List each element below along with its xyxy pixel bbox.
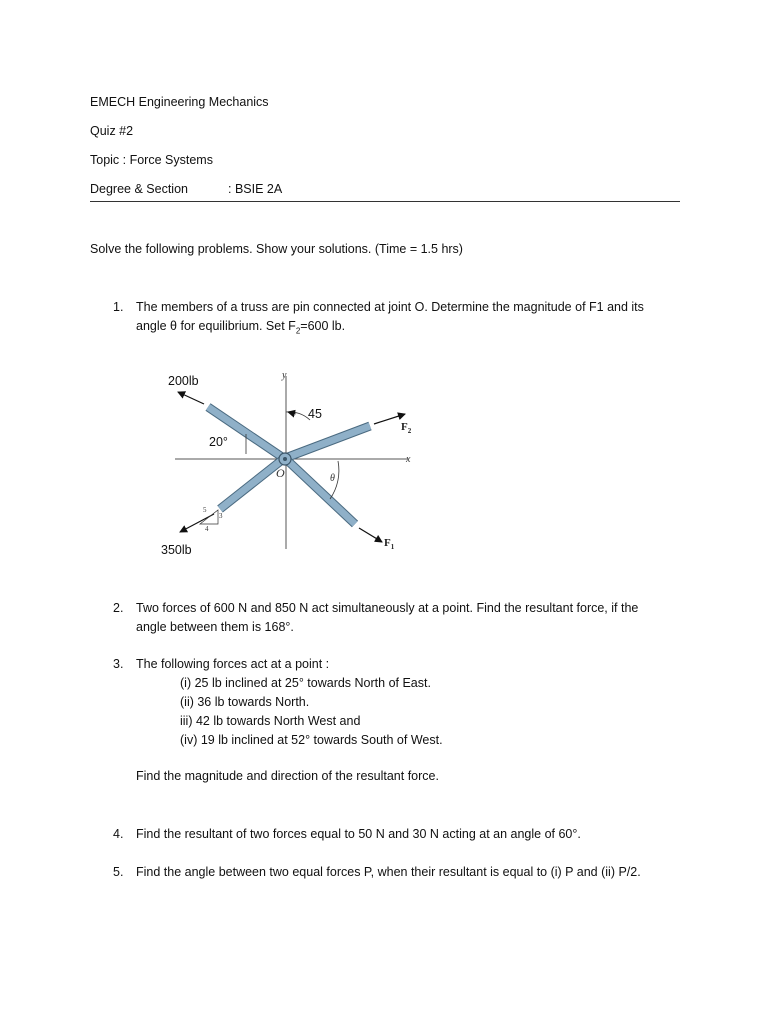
arrow-200lb [178,392,204,404]
label-f2-sub: 2 [407,427,412,435]
label-tri-5: 5 [203,506,207,514]
label-45: 45 [308,407,322,421]
label-tri-3: 3 [219,512,223,520]
member-200lb [208,407,282,457]
label-200lb: 200lb [168,374,199,388]
problem-1-line2 [136,319,345,336]
problem-4-line1: Find the resultant of two forces equal to 50 N and 30 N acting at an angle of 60°. [136,827,581,841]
label-f2-letter: F [401,421,408,433]
arrow-f1 [359,528,382,542]
angle-45-arc [286,412,310,420]
label-20deg: 20° [209,435,228,449]
member-350lb [220,460,282,509]
topic: Topic : Force Systems [90,153,213,167]
label-f1-letter: F [384,537,391,549]
label-axis-y: y [282,370,287,381]
problem-5-number: 5. [113,865,124,879]
problem-1-line2-a: angle θ for equilibrium. Set F [136,319,296,333]
label-350lb: 350lb [161,543,192,557]
problem-3-closing: Find the magnitude and direction of the resultant force. [136,769,439,783]
problem-2-line2: angle between them is 168°. [136,620,294,634]
header-divider [90,201,680,202]
quiz-number: Quiz #2 [90,124,134,138]
degree-label: Degree & Section [90,182,188,196]
degree-value: : BSIE 2A [228,182,283,196]
problem-2-number: 2. [113,601,124,615]
problem-5-line1: Find the angle between two equal forces P, when their resultant is equal to (i) P and (ii) P/2. [136,865,641,879]
label-f2 [401,421,412,435]
problem-1-number: 1. [113,300,124,314]
problem-1-line1: The members of a truss are pin connected at joint O. Determine the magnitude of F1 and its [136,300,644,314]
problem-3-line1: The following forces act at a point : [136,657,330,671]
problem-1-subscript: 2 [295,326,301,336]
course-title: EMECH Engineering Mechanics [90,95,269,109]
problem-2-line1: Two forces of 600 N and 850 N act simultaneously at a point. Find the resultant force, if the [136,601,639,615]
instructions: Solve the following problems. Show your solutions. (Time = 1.5 hrs) [90,242,463,256]
member-f2 [288,426,370,457]
label-axis-x: x [406,454,411,465]
problem-1-line2-b: =600 lb. [300,319,346,333]
label-f1-sub: 1 [390,543,395,551]
problem-3-item-1: (i) 25 lb inclined at 25° towards North of East. [180,676,431,690]
problem-3-item-2: (ii) 36 lb towards North. [180,695,310,709]
truss-figure [160,364,420,559]
label-f1 [384,537,395,551]
member-f1 [288,461,355,524]
label-tri-4: 4 [205,525,209,533]
label-theta: θ [330,473,335,484]
problem-3-item-4: (iv) 19 lb inclined at 52° towards South of West. [180,733,443,747]
problem-3-number: 3. [113,657,124,671]
problem-4-number: 4. [113,827,124,841]
problem-3-item-3: iii) 42 lb towards North West and [180,714,361,728]
label-origin: O [276,466,285,480]
